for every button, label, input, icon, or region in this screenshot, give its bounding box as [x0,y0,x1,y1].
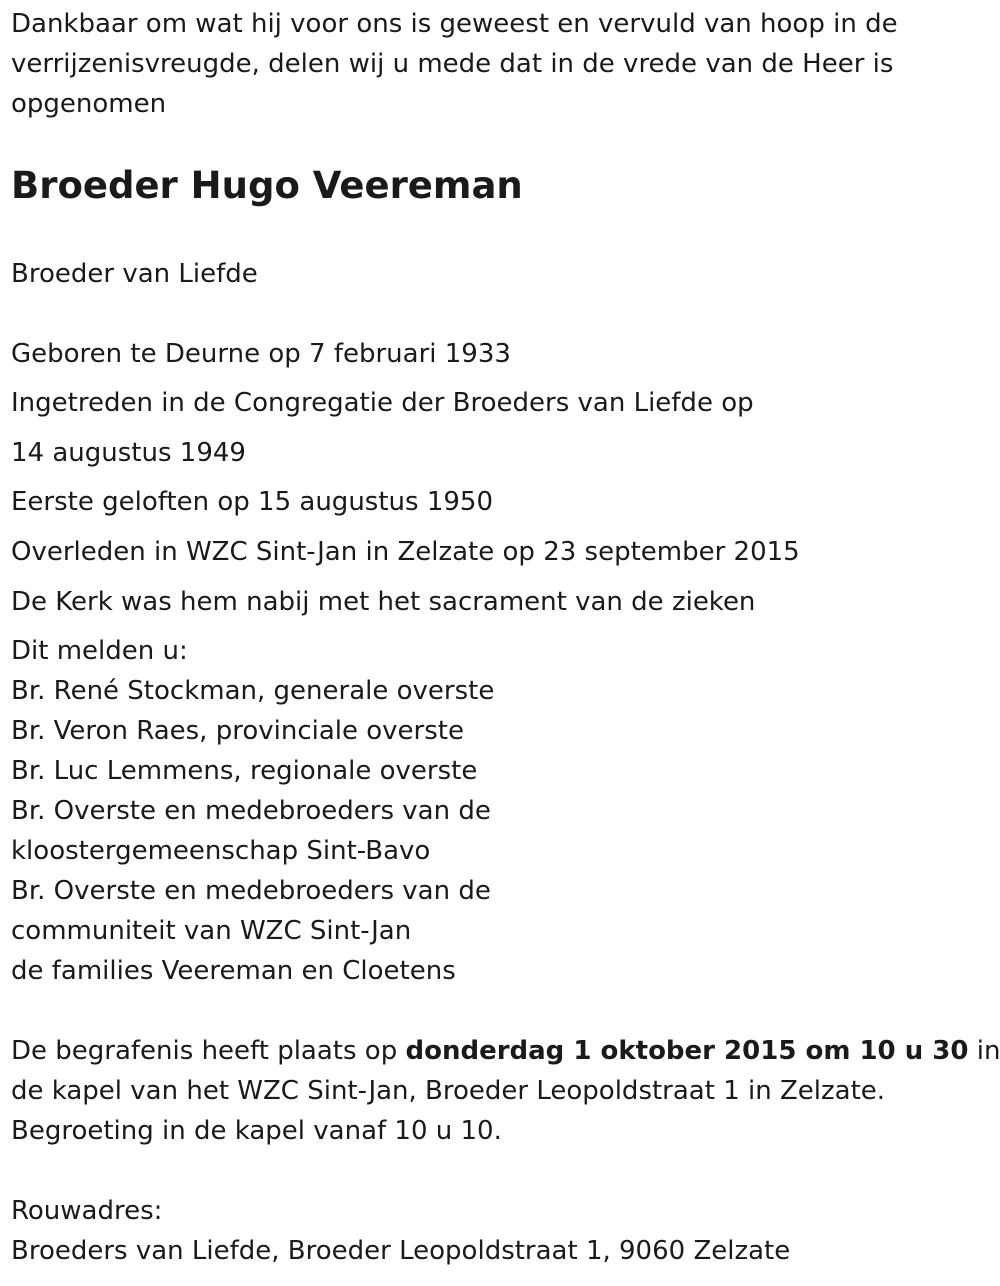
signer-line: communiteit van WZC Sint-Jan [11,916,412,946]
sacrament-line: De Kerk was hem nabij met het sacrament van de zieken [11,587,756,617]
funeral-location-line: de kapel van het WZC Sint-Jan, Broeder Leopoldstraat 1 in Zelzate. [11,1076,886,1106]
funeral-line [11,1031,1000,1071]
signer-line: Br. Luc Lemmens, regionale overste [11,756,478,786]
address-value: Broeders van Liefde, Broeder Leopoldstraat 1, 9060 Zelzate [11,1236,791,1266]
vows-line: Eerste geloften op 15 augustus 1950 [11,487,493,517]
death-line: Overleden in WZC Sint-Jan in Zelzate op 23 september 2015 [11,537,800,567]
funeral-prefix: De begrafenis heeft plaats op [11,1036,406,1066]
deceased-name: Broeder Hugo Veereman [11,164,523,207]
signer-line: Br. Overste en medebroeders van de [11,876,491,906]
birth-line: Geboren te Deurne op 7 februari 1933 [11,339,511,369]
funeral-datetime: donderdag 1 oktober 2015 om 10 u 30 [405,1036,969,1066]
religious-title: Broeder van Liefde [11,259,258,289]
signer-line: Br. Overste en medebroeders van de [11,796,491,826]
entered-date-line: 14 augustus 1949 [11,438,246,468]
entered-line: Ingetreden in de Congregatie der Broeders van Liefde op [11,388,754,418]
funeral-suffix: in [968,1036,1000,1066]
announce-header: Dit melden u: [11,636,188,666]
signer-line: de families Veereman en Cloetens [11,956,456,986]
greeting-line: Begroeting in de kapel vanaf 10 u 10. [11,1116,502,1146]
signer-line: Br. Veron Raes, provinciale overste [11,716,464,746]
address-label: Rouwadres: [11,1196,163,1226]
signer-line: Br. René Stockman, generale overste [11,676,495,706]
signer-line: kloostergemeenschap Sint-Bavo [11,836,431,866]
intro-text: Dankbaar om wat hij voor ons is geweest en vervuld van hoop in de verrijzenisvreugde, delen wij u mede dat in de vrede van de Heer is opgenomen [11,9,898,119]
